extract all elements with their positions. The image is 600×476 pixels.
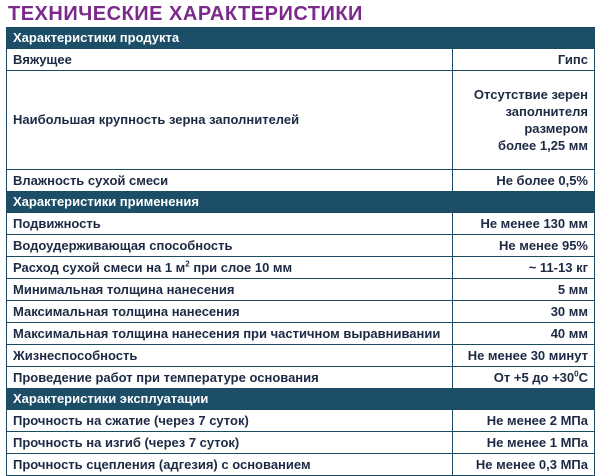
- table-row: [7, 279, 595, 301]
- table-row: [7, 301, 595, 323]
- table-row: [7, 410, 595, 432]
- row-label: Влажность сухой смеси: [7, 170, 453, 192]
- row-value: [453, 367, 595, 389]
- value-line: более 1,25 мм: [498, 138, 588, 153]
- value-text: С: [578, 369, 588, 385]
- table-row: [7, 345, 595, 367]
- section-title: Характеристики продукта: [7, 28, 595, 49]
- section-header-product: [7, 28, 595, 49]
- table-row: [7, 170, 595, 192]
- table-row: [7, 213, 595, 235]
- row-value: [453, 71, 595, 170]
- row-value: Не менее 1 МПа: [453, 432, 595, 454]
- table-row: [7, 235, 595, 257]
- row-label: Подвижность: [7, 213, 453, 235]
- row-label: Жизнеспособность: [7, 345, 453, 367]
- section-title: Характеристики эксплуатации: [7, 389, 595, 410]
- value-line: заполнителя: [505, 104, 588, 119]
- row-label: Прочность на изгиб (через 7 суток): [7, 432, 453, 454]
- label-text: при слое 10 мм: [189, 259, 293, 275]
- table-row: [7, 257, 595, 279]
- row-label: Проведение работ при температуре основания: [7, 367, 453, 389]
- row-label: Прочность на сжатие (через 7 суток): [7, 410, 453, 432]
- section-header-operation: [7, 389, 595, 410]
- row-label: Наибольшая крупность зерна заполнителей: [7, 71, 453, 170]
- row-value: Не менее 30 минут: [453, 345, 595, 367]
- row-value: 40 мм: [453, 323, 595, 345]
- table-row: [7, 49, 595, 71]
- row-label: [7, 257, 453, 279]
- row-value: 30 мм: [453, 301, 595, 323]
- row-label: Прочность сцепления (адгезия) с основанием: [7, 454, 453, 476]
- specs-table: [6, 27, 595, 476]
- table-row: [7, 71, 595, 170]
- row-label: Максимальная толщина нанесения: [7, 301, 453, 323]
- value-line: Отсутствие зерен: [473, 87, 588, 102]
- value-text: От +5 до +30: [493, 369, 575, 385]
- row-label: Вяжущее: [7, 49, 453, 71]
- table-row: [7, 323, 595, 345]
- value-line: размером: [524, 121, 588, 136]
- row-value: Не более 0,5%: [453, 170, 595, 192]
- row-label: Максимальная толщина нанесения при частичном выравнивании: [7, 323, 453, 345]
- superscript: 0: [574, 369, 579, 379]
- row-value: ~ 11-13 кг: [453, 257, 595, 279]
- row-label: Минимальная толщина нанесения: [7, 279, 453, 301]
- row-value: Гипс: [453, 49, 595, 71]
- section-title: Характеристики применения: [7, 192, 595, 213]
- table-row: [7, 454, 595, 476]
- page-title: ТЕХНИЧЕСКИЕ ХАРАКТЕРИСТИКИ: [8, 3, 363, 25]
- label-text: Расход сухой смеси на 1 м: [13, 259, 186, 275]
- table-row: [7, 432, 595, 454]
- superscript: 2: [185, 259, 190, 269]
- section-header-application: [7, 192, 595, 213]
- row-value: Не менее 130 мм: [453, 213, 595, 235]
- row-label: Водоудерживающая способность: [7, 235, 453, 257]
- row-value: Не менее 2 МПа: [453, 410, 595, 432]
- table-row: [7, 367, 595, 389]
- row-value: Не менее 0,3 МПа: [453, 454, 595, 476]
- row-value: Не менее 95%: [453, 235, 595, 257]
- row-value: 5 мм: [453, 279, 595, 301]
